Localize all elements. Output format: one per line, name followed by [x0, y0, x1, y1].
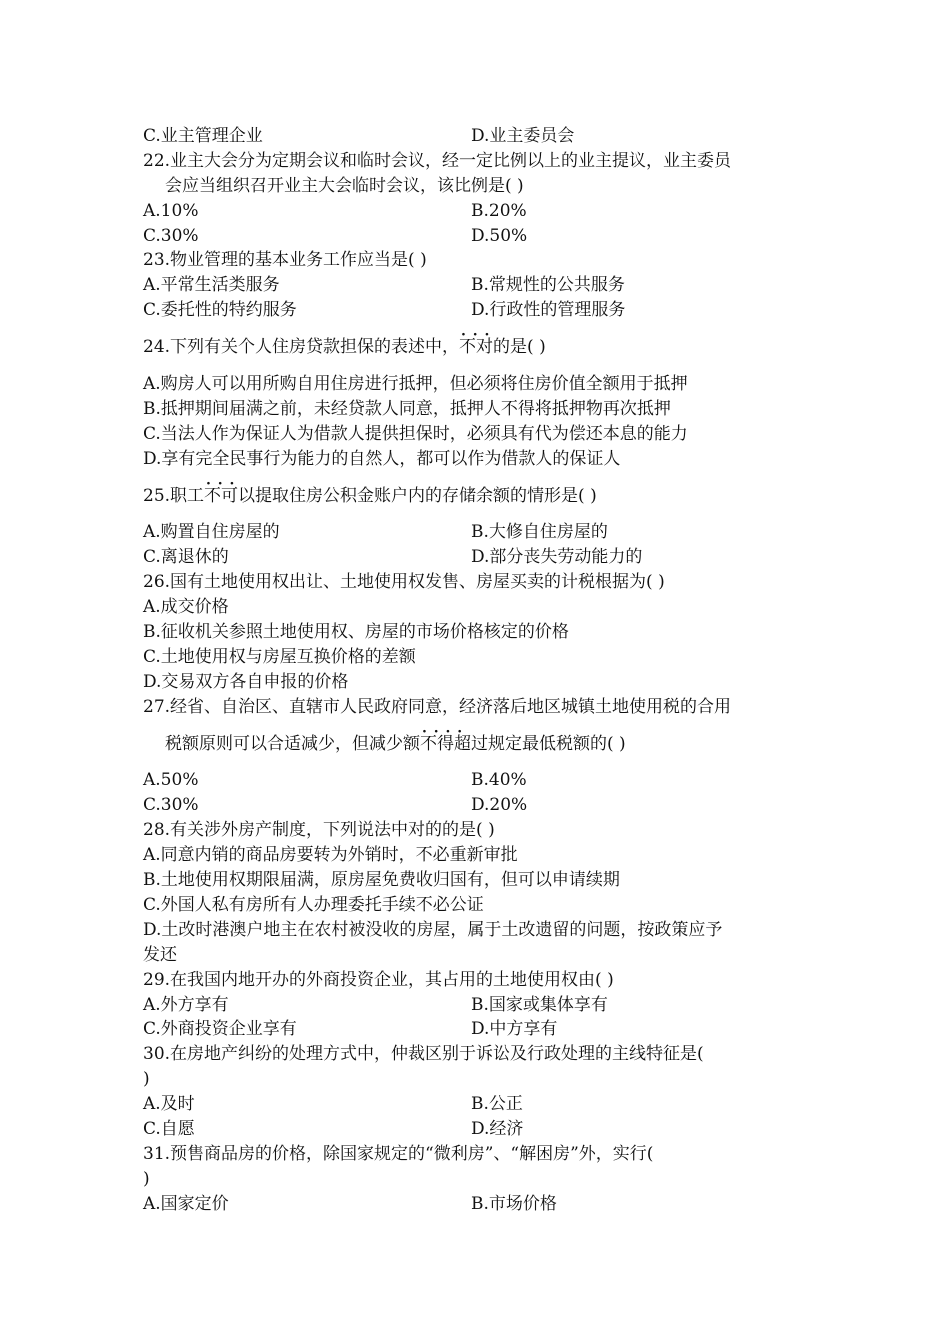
q24-option-b: B.抵押期间届满之前，未经贷款人同意，抵押人不得将抵押物再次抵押	[143, 398, 671, 419]
q31-stem-line-1: 31.预售商品房的价格，除国家规定的“微利房”、“解困房”外，实行(	[143, 1143, 654, 1164]
q23-option-d: D.行政性的管理服务	[471, 300, 626, 321]
q31-stem-line-2: )	[143, 1168, 150, 1189]
q30-option-c: C.自愿	[143, 1118, 195, 1139]
q27-options-row-2	[143, 793, 813, 818]
q22-option-a: A.10%	[143, 200, 199, 221]
q25-option-d: D.部分丧失劳动能力的	[471, 547, 643, 568]
q23-option-b: B.常规性的公共服务	[471, 275, 625, 296]
q27-stem-line-1: 27.经省、自治区、直辖市人民政府同意，经济落后地区城镇土地使用税的合用	[143, 696, 732, 717]
q27-option-b: B.40%	[471, 770, 527, 791]
q28-option-a: A.同意内销的商品房要转为外销时，不必重新审批	[143, 845, 518, 866]
q22-stem-line-2: 会应当组织召开业主大会临时会议，该比例是( )	[165, 175, 524, 196]
q29-options-row-2	[143, 1017, 813, 1042]
q28-option-b: B.土地使用权期限届满，原房屋免费收归国有，但可以申请续期	[143, 870, 620, 891]
q27-option-d: D.20%	[471, 795, 528, 816]
q30-option-d: D.经济	[471, 1118, 524, 1139]
q27-stem-line-2	[143, 732, 813, 757]
q24-option-d: D.享有完全民事行为能力的自然人，都可以作为借款人的保证人	[143, 448, 621, 469]
q28-option-c: C.外国人私有房所有人办理委托手续不必公证	[143, 894, 484, 915]
q25-stem	[143, 484, 813, 509]
q25-emphasis-text: · · · 不可以	[204, 484, 255, 509]
q31-option-a: A.国家定价	[143, 1193, 229, 1214]
q24-option-a: A.购房人可以用所购自用住房进行抵押，但必须将住房价值全额用于抵押	[143, 374, 688, 395]
q29-option-b: B.国家或集体享有	[471, 994, 608, 1015]
q22-option-d: D.50%	[471, 225, 528, 246]
q29-option-c: C.外商投资企业享有	[143, 1019, 297, 1040]
q23-stem: 23.物业管理的基本业务工作应当是( )	[143, 250, 427, 271]
q24-emphasis-text: · · · 不对的	[459, 335, 510, 360]
q26-option-c: C.土地使用权与房屋互换价格的差额	[143, 646, 416, 667]
q27-emphasis-text: · · · · 不得超过	[420, 732, 488, 757]
q29-option-d: D.中方享有	[471, 1019, 558, 1040]
q23-options-row-1	[143, 273, 813, 298]
q31-option-b: B.市场价格	[471, 1193, 557, 1214]
q25-options-row-2	[143, 545, 813, 570]
q22-option-b: B.20%	[471, 200, 527, 221]
q30-option-b: B.公正	[471, 1094, 523, 1115]
q23-option-c: C.委托性的特约服务	[143, 300, 297, 321]
q24-stem	[143, 335, 813, 360]
q30-options-row-1	[143, 1092, 813, 1117]
q29-options-row-1	[143, 993, 813, 1018]
q28-stem: 28.有关涉外房产制度，下列说法中对的的是( )	[143, 820, 495, 841]
q25-option-a: A.购置自住房屋的	[143, 522, 280, 543]
q25-options-row-1	[143, 520, 813, 545]
q27-stem-prefix: 税额原则可以合适减少，但减少额	[165, 733, 420, 754]
q24-option-c: C.当法人作为保证人为借款人提供担保时，必须具有代为偿还本息的能力	[143, 423, 688, 444]
q29-option-a: A.外方享有	[143, 994, 229, 1015]
q30-options-row-2	[143, 1117, 813, 1142]
q21-option-d: D.业主委员会	[471, 126, 575, 146]
q22-options-row-2	[143, 224, 813, 249]
q28-option-d-line-1: D.土改时港澳户地主在农村被没收的房屋，属于土改遗留的问题，按政策应予	[143, 919, 723, 940]
q30-stem-line-1: 30.在房地产纠纷的处理方式中，仲裁区别于诉讼及行政处理的主线特征是(	[143, 1044, 704, 1065]
q26-option-a: A.成交价格	[143, 597, 229, 618]
q27-option-c: C.30%	[143, 795, 199, 816]
q26-option-d: D.交易双方各自申报的价格	[143, 671, 349, 692]
q24-stem-suffix: 是( )	[510, 337, 546, 358]
q25-stem-prefix: 25.职工	[143, 485, 205, 506]
q25-stem-suffix: 提取住房公积金账户内的存储余额的情形是( )	[255, 485, 597, 506]
q29-stem: 29.在我国内地开办的外商投资企业，其占用的土地使用权由( )	[143, 969, 614, 990]
q27-option-a: A.50%	[143, 770, 199, 791]
q25-option-c: C.离退休的	[143, 547, 229, 568]
q30-option-a: A.及时	[143, 1094, 195, 1115]
q27-stem-suffix: 规定最低税额的( )	[488, 733, 626, 754]
q28-option-d-line-2: 发还	[143, 944, 177, 965]
q21-option-c: C.业主管理企业	[143, 126, 263, 146]
q22-stem-line-1: 22.业主大会分为定期会议和临时会议，经一定比例以上的业主提议，业主委员	[143, 150, 732, 171]
q22-options-row-1	[143, 199, 813, 224]
q24-stem-prefix: 24.下列有关个人住房贷款担保的表述中，	[143, 337, 460, 358]
q31-options-row-1	[143, 1192, 813, 1217]
q21-options-row-2	[143, 124, 813, 149]
q30-stem-line-2: )	[143, 1069, 150, 1090]
q26-stem: 26.国有土地使用权出让、土地使用权发售、房屋买卖的计税根据为( )	[143, 572, 665, 593]
q25-option-b: B.大修自住房屋的	[471, 522, 608, 543]
q26-option-b: B.征收机关参照土地使用权、房屋的市场价格核定的价格	[143, 622, 569, 643]
exam-content	[143, 124, 813, 1217]
q22-option-c: C.30%	[143, 225, 199, 246]
q23-option-a: A.平常生活类服务	[143, 275, 280, 296]
q27-options-row-1	[143, 768, 813, 793]
q23-options-row-2	[143, 298, 813, 323]
